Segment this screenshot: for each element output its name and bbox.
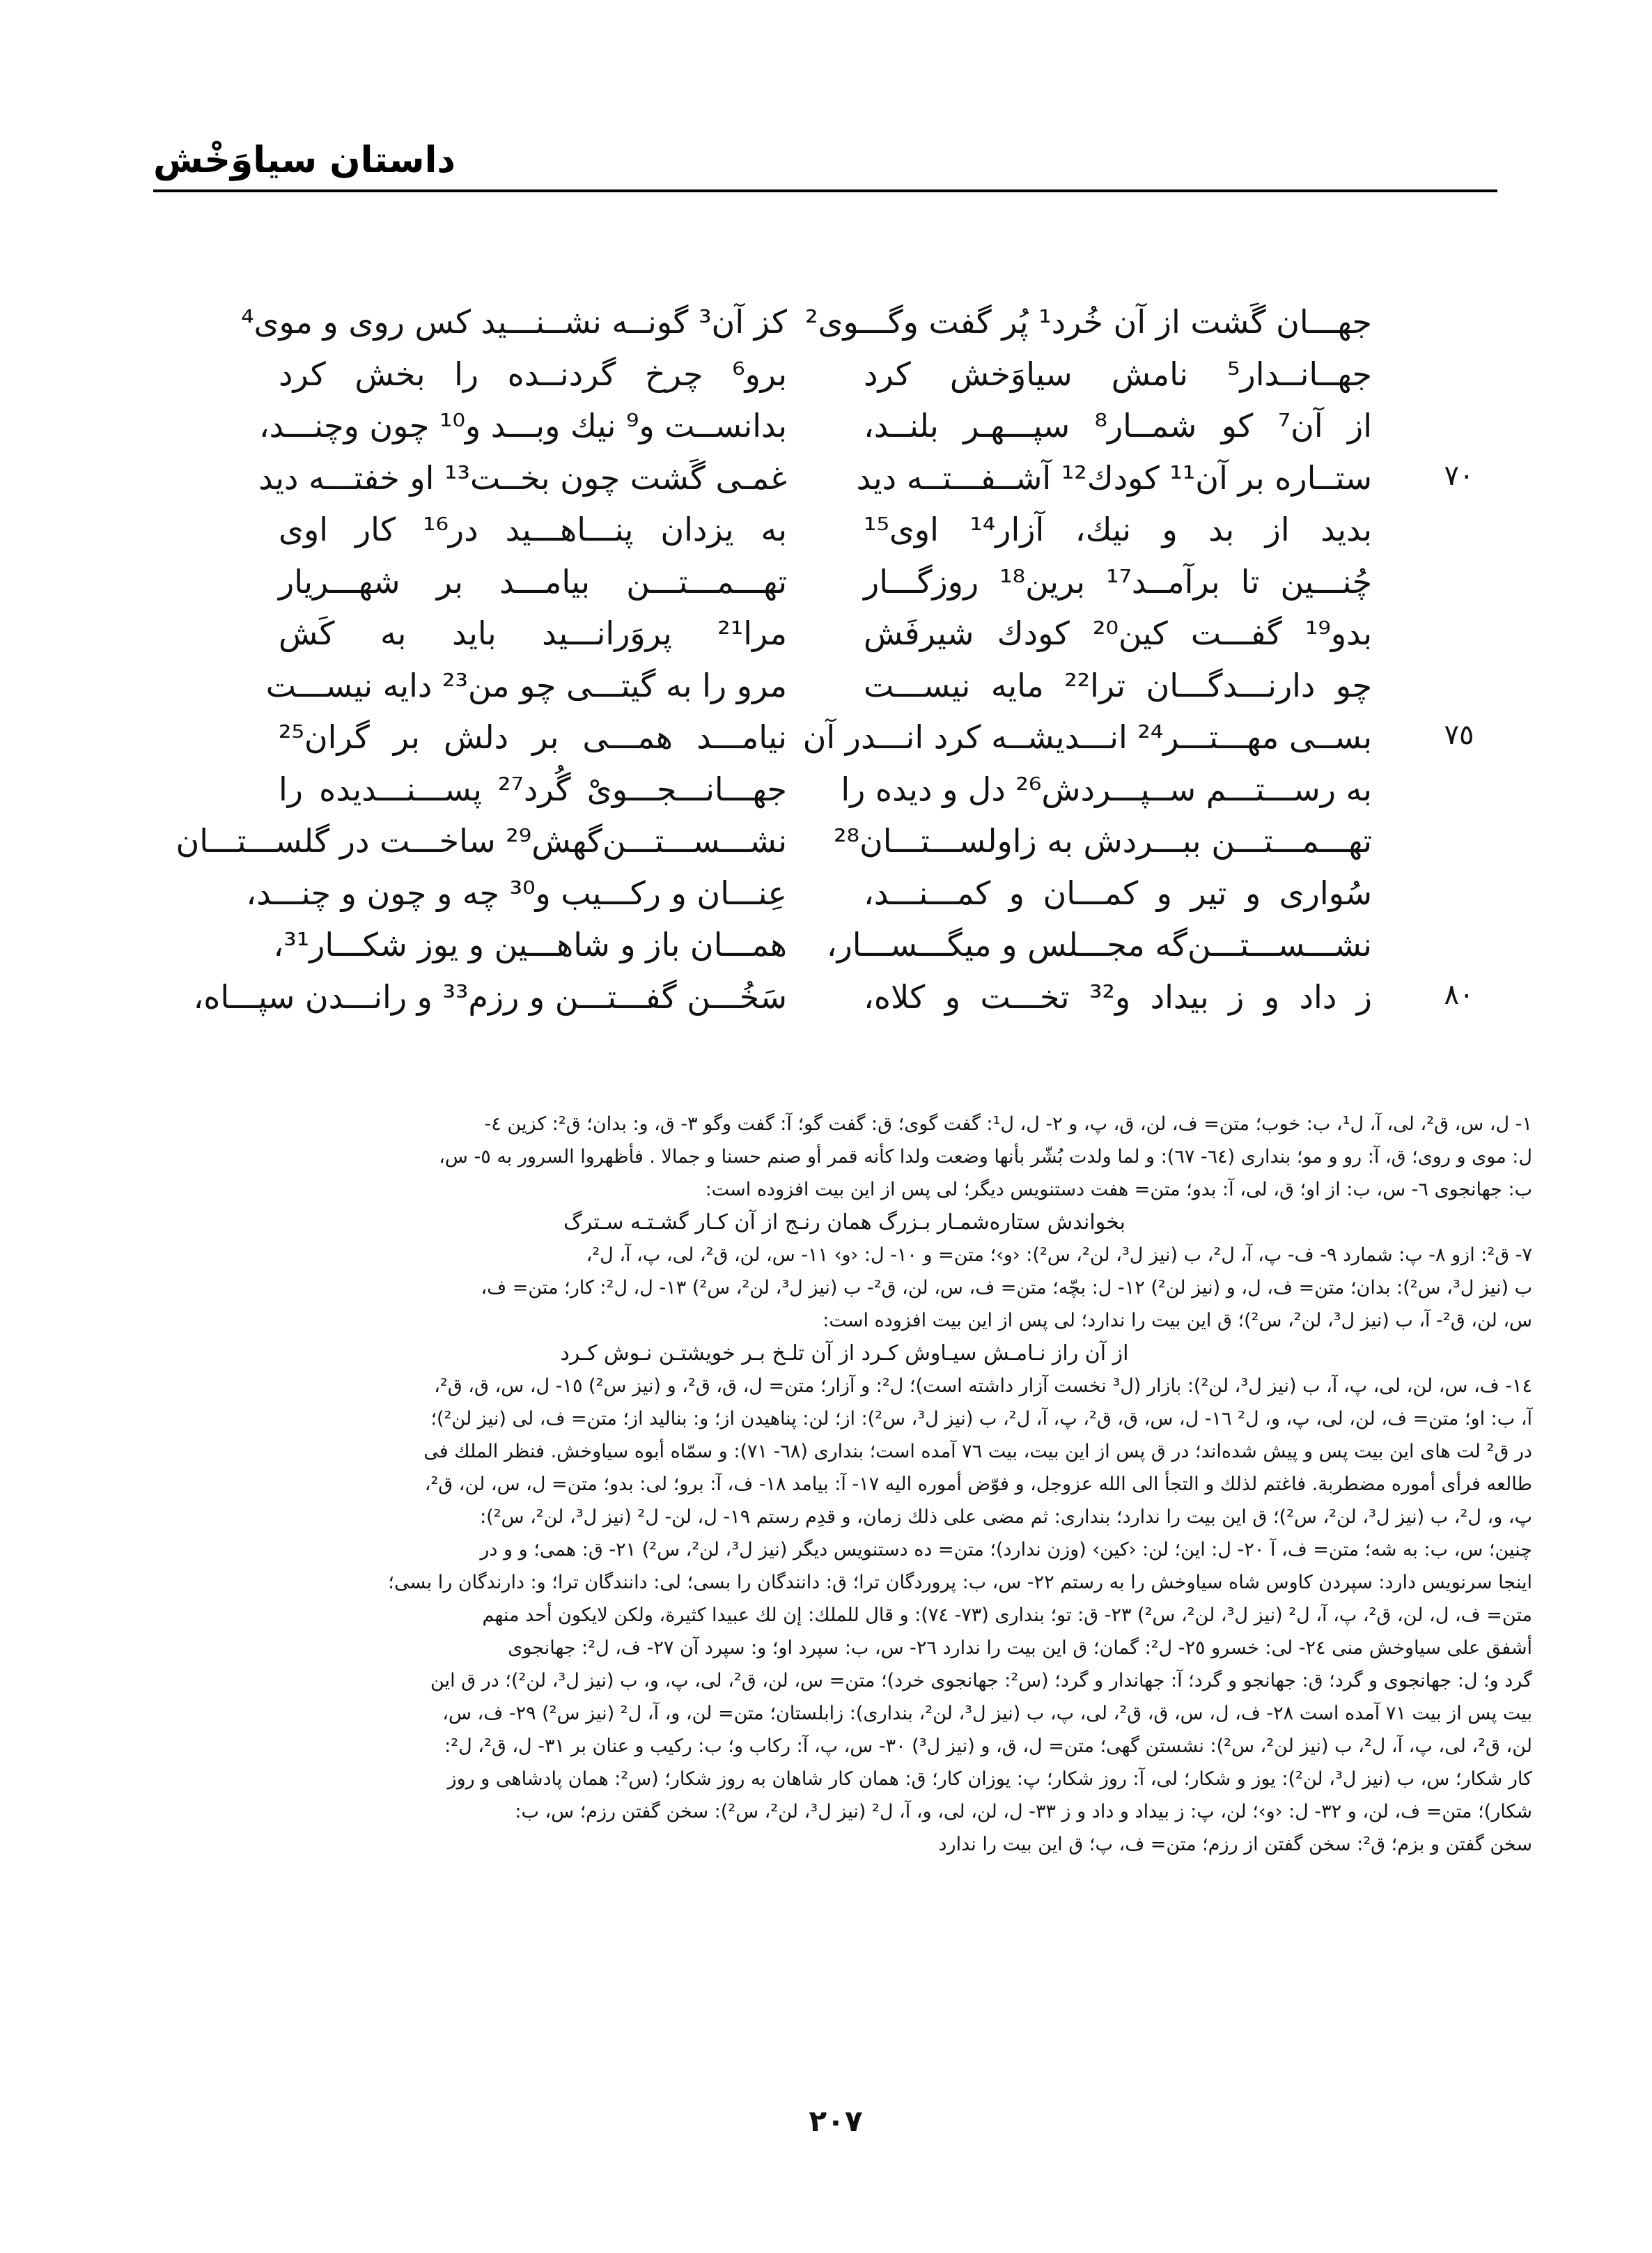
hemistich-second: سَخُـــن گفـــتـــن و رزم³³ و رانـــدن سپـــاه، — [193, 977, 787, 1016]
hemistich-second: مرو را به گیتـــی چو من²³ دایه نیســـت — [265, 666, 787, 704]
hemistich-first: جهــانــدار⁵ نامش سیاوَخش کرد — [864, 355, 1372, 393]
couplet — [209, 922, 1497, 973]
footnote-line: گرد و؛ ل: جهانجوی و گرد؛ ق: جهانجو و گرد؛ آ: جهاندار و گرد؛ (س²: جهانجوی خرد)؛ متن= س، لن، ق²، لی، پ، و، ب (نیز ل³، لن²)؛ در ق این — [430, 1670, 1532, 1691]
footnote-line: ١٤- ف، س، لن، لی، پ، آ، ب (نیز ل³، لن²): بازار (ل³ نخست آزار داشته است)؛ ل²: و آزار؛ متن= ل، ق، ق²، و (نیز س²) ١٥- ل، س، ق، ق²، — [434, 1375, 1532, 1397]
footnote-line: پ، و، ل²، ب (نیز ل³، لن²، س²)؛ ق این بیت را ندارد؛ بنداری: ثم مضی علی ذلك زمان، و قدِم رستم ١٩- ل، لن- ل² (نیز ل³، لن²، س²): — [480, 1506, 1532, 1528]
couplet — [209, 715, 1497, 765]
hemistich-second: تهـــمـــتـــن بیامـــد بر شهـــریار — [279, 562, 787, 601]
hemistich-first: از آن⁷ کو شمــار⁸ سپـــهـر بلنــد، — [864, 407, 1373, 444]
couplet — [209, 611, 1497, 661]
footnote-line: أشفق علی سیاوخش منی ٢٤- لی: خسرو ٢٥- ل²: گمان؛ ق این بیت را ندارد ٢٦- س، ب: سپرد او؛ و: سپرد آن ٢٧- ف، ل²: جهانجوی — [508, 1637, 1532, 1659]
footnote-line: ب (نیز ل³، س²): بدان؛ متن= ف، ل، و (نیز لن²) ١٢- ل: بچّه؛ متن= ف، س، لن، ق²- ب (نیز ل³، لن²، س²) ١٣- ل، ل²: کار؛ متن= ف، — [481, 1277, 1532, 1299]
hemistich-first: تهـــمـــتـــن ببـــردش به زاولســـتـــان²⁸ — [834, 822, 1372, 860]
footnote-line: متن= ف، ل، لن، ق²، پ، آ، ل² (نیز ل³، لن²، س²) ٢٣- ق: تو؛ بنداری (٧٣- ٧٤): و قال للملك: إن لك عبیدا كثیرة، ولكن لایكون أحد منهم — [482, 1604, 1532, 1626]
couplet — [209, 871, 1497, 921]
hemistich-first: سُواری و تیر و کمـــان و کمـــنـــد، — [864, 874, 1372, 912]
footnote-line: س، لن، ق²- آ، ب (نیز ل³، لن²، س²)؛ ق این بیت را ندارد؛ لی پس از این بیت افزوده است: — [823, 1310, 1532, 1331]
running-title: داستان سیاوَخْش — [153, 139, 456, 181]
footnote-line: کار شکار؛ س، ب (نیز ل³، لن²): یوز و شکار؛ لی، آ: روز شکار؛ پ: یوزان کار؛ ق: همان کار شاهان به روز شکار؛ (س²: همان پادشاهی و روز — [447, 1768, 1532, 1790]
footnote-line: بیت پس از بیت ٧١ آمده است ٢٨- ف، ل، س، ق، ق²، لی، پ، ب (نیز ل³، لن²، بنداری): زابلستان؛ متن= لن، و، آ، ل² (نیز س²) ٢٩- ف، س، — [442, 1703, 1532, 1724]
hemistich-first: ستــاره بر آن¹¹ کودك¹² آشــفـــتــه دید — [856, 458, 1372, 497]
hemistich-first: چو دارنـــدگـــان ترا²² مایه نیســـت — [864, 666, 1372, 704]
page-number: ٢٠٧ — [809, 2104, 863, 2138]
couplet — [209, 559, 1497, 610]
footnote-line: طالعه فرأی أموره مضطربة. فاغتم لذلك و التجأ الی الله عزوجل، و فوّض أموره الیه ١٧- آ: بیامد ١٨- ف، آ: برو؛ لی: بدو؛ متن= ل، س، لن، ق²، — [424, 1473, 1532, 1495]
hemistich-second: به یزدان پنـــاهـــید در¹⁶ کار اوی — [279, 511, 787, 548]
footnote-quoted-verse: از آن راز نـامـش سیـاوش کـرد از آن تلـخ بـر خویشتـن نـوش کـرد — [560, 1341, 1129, 1365]
hemistich-second: مرا²¹ پروَرانـــید باید به کَش — [279, 614, 787, 652]
header-rule — [153, 189, 1497, 192]
hemistich-second: کز آن³ گونــه نشــنـــید کس روی و موی⁴ — [241, 303, 787, 341]
footnote-line: لن، ق²، لی، پ، آ، ل²، ب (نیز لن²، س²): نشستن گهی؛ متن= ل، ق، و (نیز ل³) ٣٠- س، پ، آ: رکاب و؛ ب: رکیب و عنان بر ٣١- ل، ق²، ل²: — [444, 1735, 1532, 1757]
hemistich-second: نیامـــد همـــی بر دلش بر گران²⁵ — [279, 718, 787, 756]
couplet — [209, 767, 1497, 817]
hemistich-second: جهـــانـــجـــویْ گُرد²⁷ پســـنـــدیده را — [279, 770, 787, 808]
couplet — [209, 663, 1497, 713]
couplet — [209, 403, 1497, 454]
footnote-line: در ق² لت های این بیت پس و پیش شده‌اند؛ در ق پس از این بیت، بیت ٧٦ آمده است؛ بنداری (٦٨- ٧١): و سمّاه أبوه سیاوخش. فنظر الملك فی — [423, 1441, 1532, 1462]
hemistich-first: جهـــان گَشت از آن خُرد¹ پُر گفت وگـــوی² — [805, 303, 1372, 341]
footnote-quoted-verse: بخواندش ستاره‌شمـار بـزرگ همان رنـج از آن کـار گشـتـه سـترگ — [563, 1210, 1125, 1234]
footnote-line: سخن گفتن و بزم؛ ق²: سخن گفتن از رزم؛ متن= ف، پ؛ ق این بیت را ندارد — [938, 1834, 1532, 1855]
hemistich-second: بدانســت و⁹ نیك وبـــد و¹⁰ چون وچنـــد، — [258, 407, 787, 444]
couplet — [209, 456, 1497, 506]
hemistich-second: نشـــســـتـــن‌گهش²⁹ ساخـــت در گلســـتـــان — [176, 822, 787, 860]
footnote-line: چنین؛ س، ب: به شه؛ متن= ف، آ ٢٠- ل: این؛ لن: ‹کین› (وزن ندارد)؛ متن= ده دستنویس دیگر (نیز ل³، لن²، س²) ٢١- ق: همی؛ و و در — [480, 1539, 1532, 1561]
footnotes — [157, 1108, 1532, 1861]
hemistich-second: غمـی گَشت چون بخــت¹³ او خفتـــه دید — [258, 458, 787, 497]
couplet — [193, 975, 1497, 1025]
couplet — [209, 352, 1497, 402]
hemistich-second: برو⁶ چرخ گردنــده را بخش کرد — [279, 355, 787, 393]
footnote-line: اینجا سرنویس دارد: سپردن کاوس شاه سیاوخش را به رستم ٢٢- س، ب: پروردگان ترا؛ ق: دانندگان را بسی؛ لی: دانندگان ترا؛ و: دارندگان را بسی؛ — [388, 1572, 1532, 1593]
footnote-line: ب: جهانجوی ٦- س، ب: از او؛ ق، لی، آ: بدو؛ متن= هفت دستنویس دیگر؛ لی پس از این بیت افزوده است: — [705, 1179, 1532, 1200]
couplet — [209, 300, 1497, 350]
couplet — [176, 819, 1497, 869]
couplet — [209, 507, 1497, 557]
hemistich-second: همـــان باز و شاهـــین و یوز شکـــار³¹، — [273, 926, 787, 963]
hemistich-first: ز داد و ز بیداد و³² تخـــت و کلاه، — [864, 977, 1372, 1016]
poem-body — [176, 300, 1497, 1052]
hemistich-first: نشـــســـتـــن‌گه مجـــلس و میگـــســـار، — [826, 926, 1372, 963]
hemistich-second: عِنـــان و رکـــیب و³⁰ چه و چون و چنـــد، — [246, 874, 787, 912]
footnote-line: شکار)؛ متن= ف، لن، و ٣٢- ل: ‹و›؛ لن، پ: ز بیداد و داد و ز ٣٣- ل، لن، لی، و، آ، ل² (نیز ل³، لن²، س²): سخن گفتن رزم؛ س، ب: — [515, 1801, 1532, 1822]
footnote-line: آ، ب: او؛ متن= ف، لن، لی، پ، و، ل² ١٦- ل، س، ق، ق²، پ، آ، ل²، ب (نیز ل³، س²): از؛ لن: پناهیدن از؛ و: بنالید از؛ متن= ف، لی (نیز لن²)؛ — [430, 1408, 1532, 1430]
verse-number: ٧٥ — [1444, 719, 1474, 751]
hemistich-first: بدو¹⁹ گفـــت کین²⁰ کودك شیرفَش — [864, 614, 1373, 652]
verse-number: ٨٠ — [1444, 978, 1474, 1011]
hemistich-first: بســی مهـــتـــر²⁴ انـــدیشــه کرد انـــدر آن — [802, 718, 1372, 756]
footnote-line: ١- ل، س، ق²، لی، آ، ل¹، ب: خوب؛ متن= ف، لن، ق، پ، و ٢- ل، ل¹: گفت گوی؛ ق: گفت گو؛ آ: گفت وگو ٣- ق، و: بدان؛ ق²: کزین ٤- — [484, 1113, 1532, 1135]
footnote-line: ل: موی و روی؛ ق، آ: رو و مو؛ بنداری (٦٤- ٦٧): و لما ولدت بُشّر بأنها وضعت ولدا كأنه قمر أو صنم حسنا و جمالا . فأظهروا السرور به ٥- س، — [439, 1146, 1532, 1168]
hemistich-first: بدید از بد و نیك، آزار¹⁴ اوی¹⁵ — [864, 511, 1372, 548]
hemistich-first: به رســـتـــم ســپـــردش²⁶ دل و دیده را — [841, 770, 1372, 808]
hemistich-first: چُنـــین تا برآمــد¹⁷ برین¹⁸ روزگـــار — [864, 562, 1373, 601]
footnote-line: ٧- ق²: ازو ٨- پ: شمارد ٩- ف- پ، آ، ل²، ب (نیز ل³، لن²، س²): ‹و›؛ متن= و ١٠- ل: ‹و› ١١- س، لن، ق²، لی، پ، آ، ل²، — [586, 1244, 1532, 1266]
verse-number: ٧٠ — [1444, 459, 1474, 492]
